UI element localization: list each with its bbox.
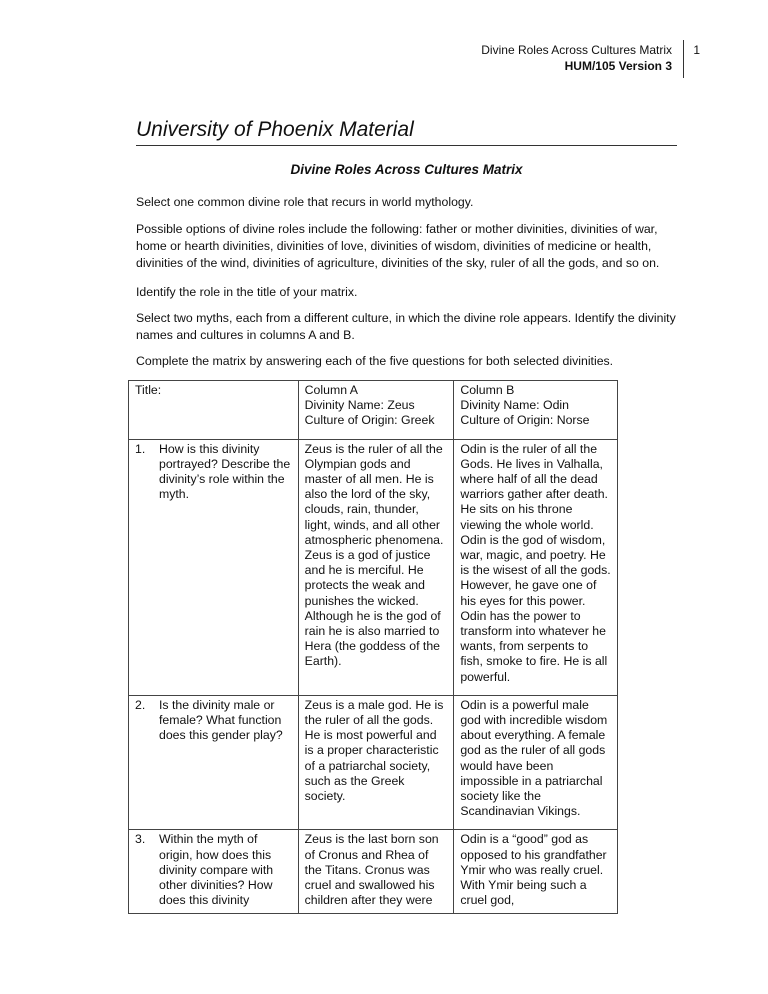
column-a-answer: Zeus is a male god. He is the ruler of all the gods. He is most powerful and is a proper characteristic of a patriarchal society, such as the Greek society. [298,695,454,830]
column-a-culture: Culture of Origin: Greek [304,413,435,428]
question-number: 2. [135,697,146,712]
instruction-paragraph: Complete the matrix by answering each of the five questions for both selected divinities. [136,354,614,368]
column-b-answer: Odin is a “good” god as opposed to his grandfather Ymir who was really cruel. With Ymir being such a cruel god, [454,830,618,913]
question-text: Within the myth of origin, how does this divinity compare with other divinities? How does this divinity [159,832,274,908]
question-number: 1. [135,441,146,456]
header-course: HUM/105 Version 3 [564,59,672,73]
column-b-header [454,381,618,440]
page-number: 1 [693,43,700,57]
document-subtitle: Divine Roles Across Cultures Matrix [290,162,523,177]
column-a-answer: Zeus is the ruler of all the Olympian gods and master of all men. He is also the lord of the sky, clouds, rain, thunder, light, winds, and all other atmospheric phenomena. Zeus is a god of justice and he is merciful. He protects the weak and punishes the wicked. Although he is the god of rain he is also married to Hera (the goddess of the Earth). [298,439,454,695]
instruction-paragraph: Select one common divine role that recurs in world mythology. [136,195,474,209]
question-text: Is the divinity male or female? What function does this gender play? [159,697,283,743]
table-row [129,695,618,830]
column-b-label: Column B [460,383,515,397]
column-b-divinity: Divinity Name: Odin [460,398,569,413]
column-b-answer: Odin is a powerful male god with incredible wisdom about everything. A female god as the ruler of all gods would have been impossible in a patriarchal society like the Scandinavian Vikings. [454,695,618,830]
column-a-answer: Zeus is the last born son of Cronus and Rhea of the Titans. Cronus was cruel and swallowed his children after they were [298,830,454,913]
instruction-paragraph: Possible options of divine roles include the following: father or mother divinities, divinities of war, home or hearth divinities, divinities of love, divinities of wisdom, divinities of medicine or health, divinities of the wind, divinities of agriculture, divinities of the sky, ruler of all the gods, and so on. [136,222,660,270]
title-cell: Title: [129,381,299,440]
column-b-culture: Culture of Origin: Norse [460,413,590,428]
question-cell [129,439,299,695]
column-a-divinity: Divinity Name: Zeus [304,398,415,413]
header-title: Divine Roles Across Cultures Matrix [481,43,672,57]
instruction-paragraph: Select two myths, each from a different culture, in which the divine role appears. Identify the divinity names and cultures in columns A and B. [136,311,676,342]
divine-roles-matrix [128,380,618,914]
document-title: University of Phoenix Material [136,116,677,146]
question-cell [129,830,299,913]
table-row [129,439,618,695]
matrix-header-row [129,381,618,440]
table-row [129,830,618,913]
question-text: How is this divinity portrayed? Describe the divinity’s role within the myth. [159,441,291,502]
running-header [481,42,672,74]
question-number: 3. [135,832,146,847]
column-b-answer: Odin is the ruler of all the Gods. He lives in Valhalla, where half of all the dead warriors gather after death. He sits on his throne viewing the whole world. Odin is the god of wisdom, war, magic, and poetry. He is the wisest of all the gods. However, he gave one of his eyes for this power. Odin has the power to transform into whatever he wants, from serpents to fish, smoke to fire. He is all powerful. [454,439,618,695]
instruction-paragraph: Identify the role in the title of your matrix. [136,285,358,299]
column-a-label: Column A [304,383,358,397]
header-divider [683,40,684,78]
question-cell [129,695,299,830]
column-a-header [298,381,454,440]
